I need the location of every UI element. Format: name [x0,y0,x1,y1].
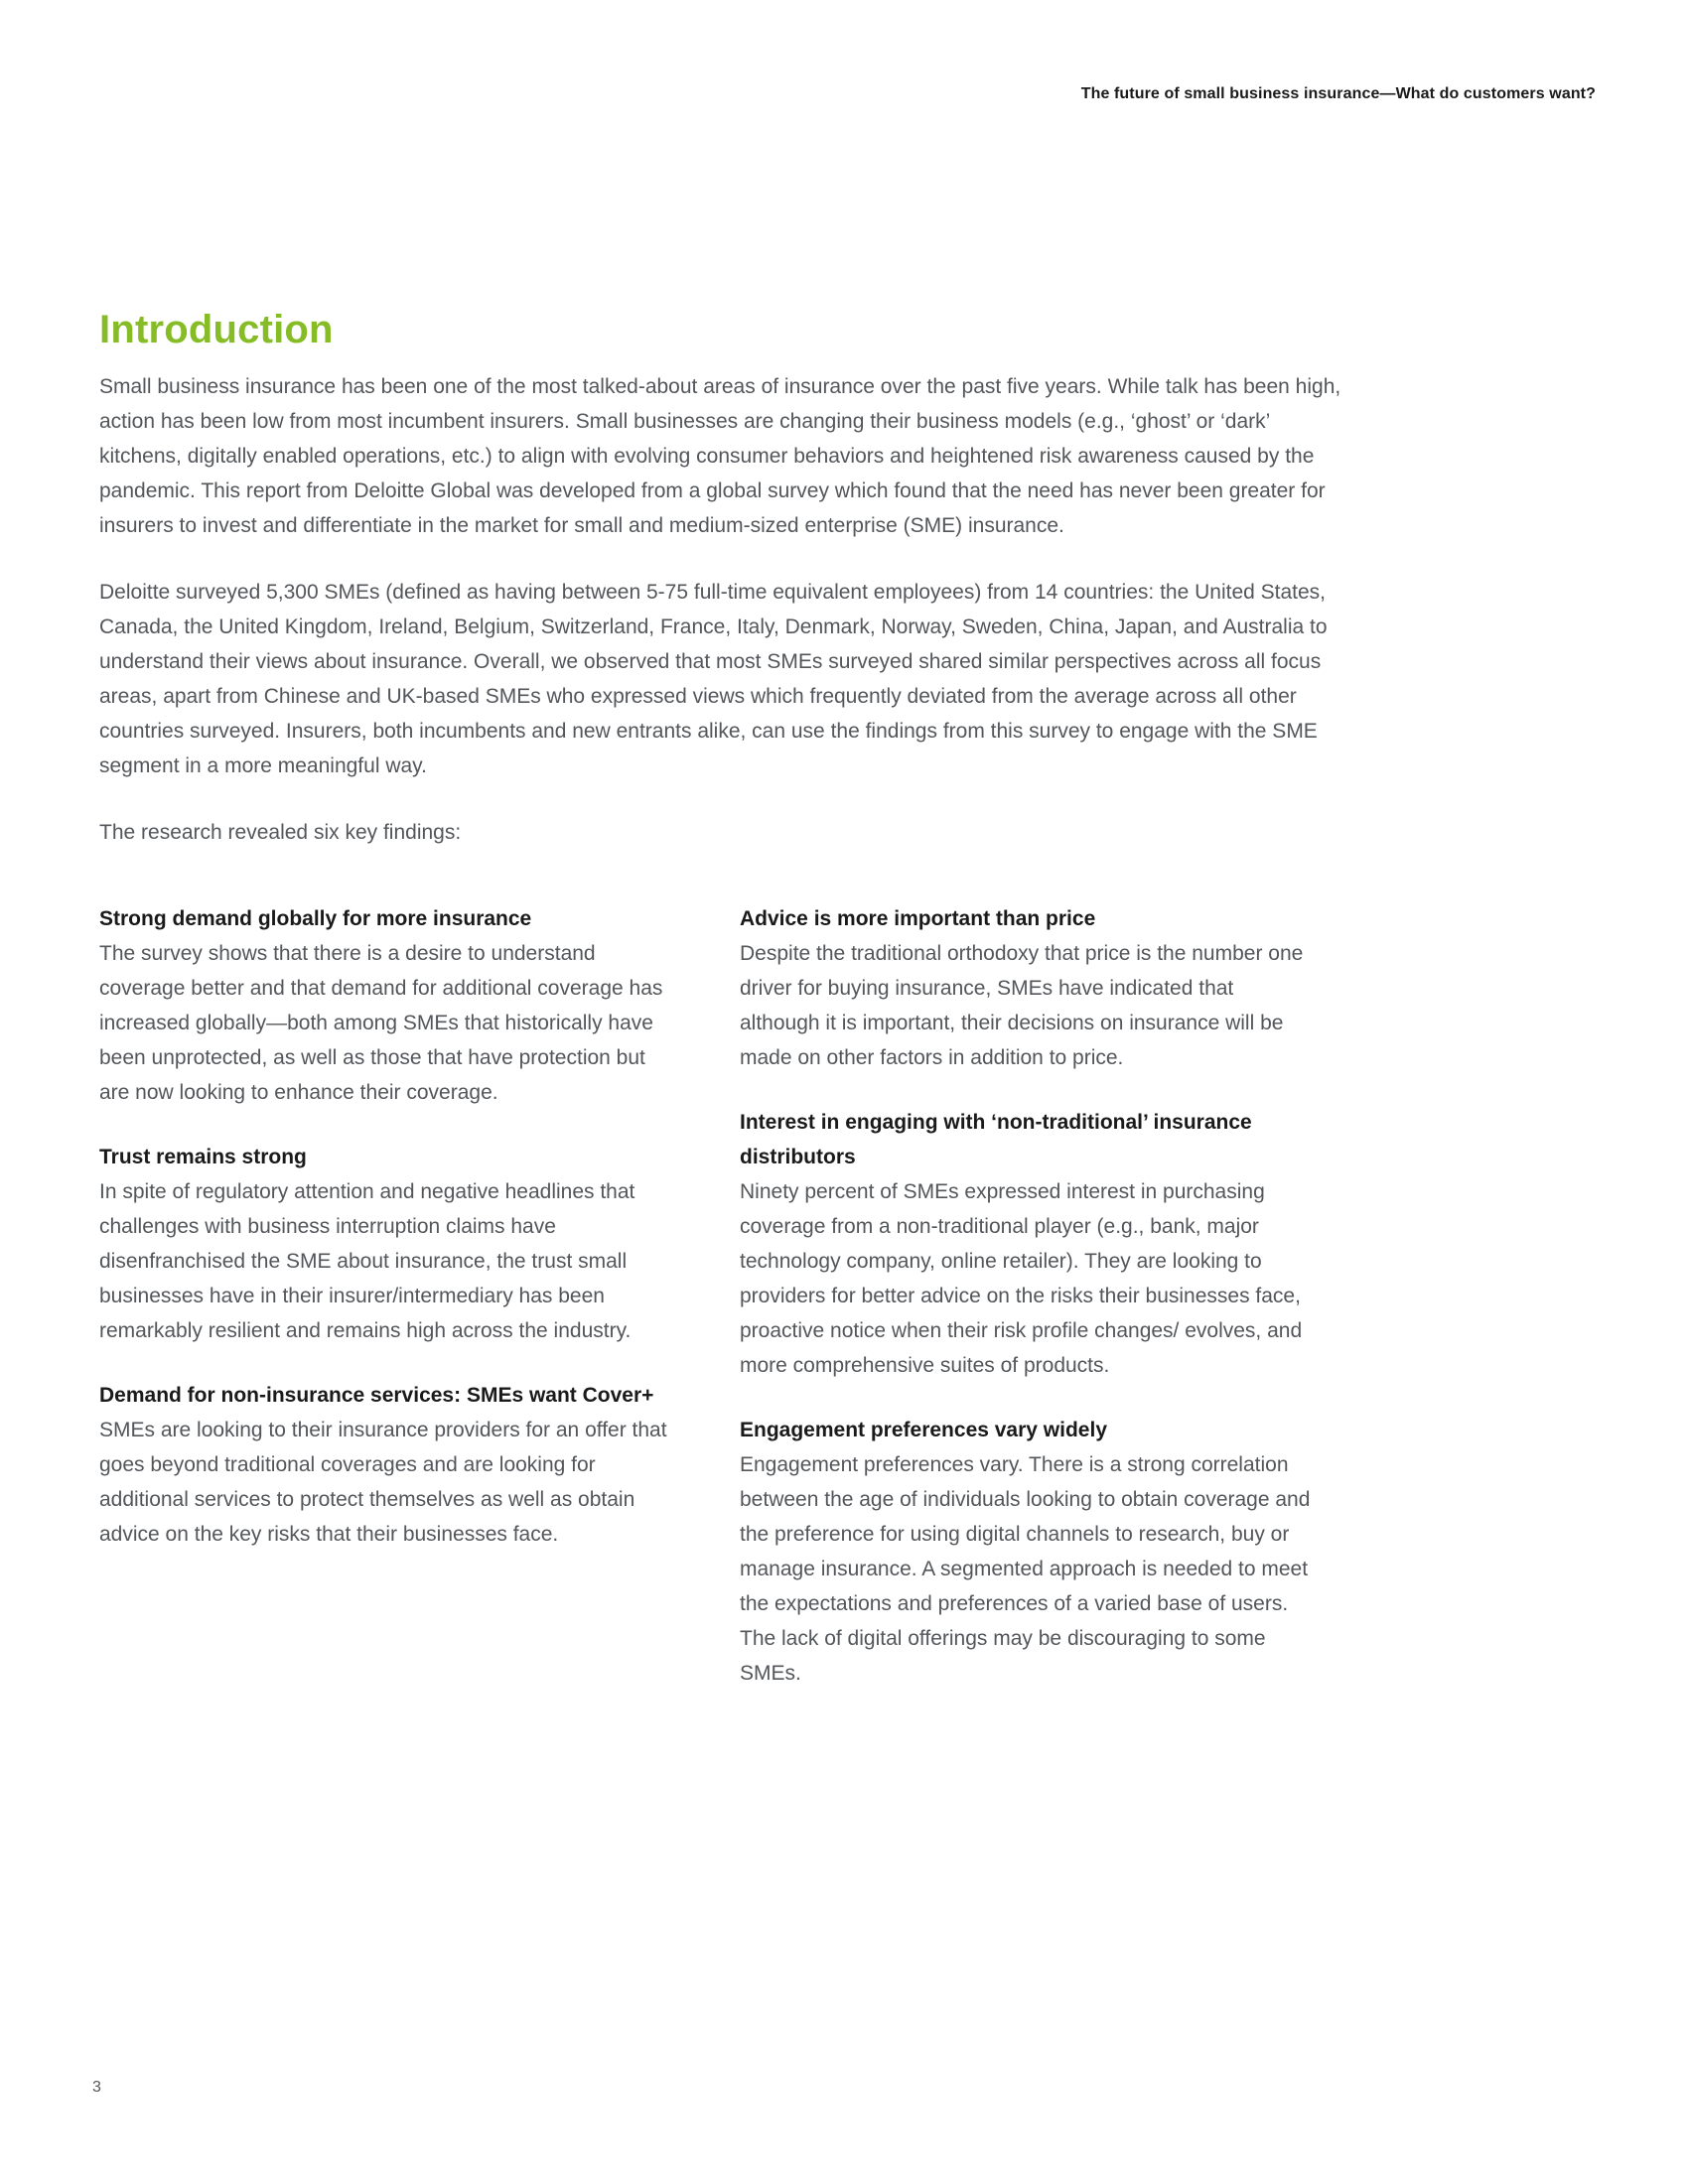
running-header: The future of small business insurance—What do customers want? [1080,85,1596,102]
finding-strong-demand [99,901,670,1110]
finding-body: Engagement preferences vary. There is a strong correlation between the age of individuals looking to obtain coverage and the preference for using digital channels to research, buy or manage insurance. A segmented approach is needed to meet the expectations and preferences of a varied base of users. The lack of digital offerings may be discouraging to some SMEs. [740,1453,1311,1685]
finding-advice-over-price [740,901,1311,1075]
intro-paragraph-2: Deloitte surveyed 5,300 SMEs (defined as having between 5-75 full-time equivalent employees) from 14 countries: the United States, Canada, the United Kingdom, Ireland, Belgium, Switzerland, France, Italy, Denmark, Norway, Sweden, China, Japan, and Australia to understand their views about insurance. Overall, we observed that most SMEs surveyed shared similar perspectives across all focus areas, apart from Chinese and UK-based SMEs who expressed views which frequently deviated from the average across all other countries surveyed. Insurers, both incumbents and new entrants alike, can use the findings from this survey to engage with the SME segment in a more meaningful way. [99,581,1328,777]
finding-body: Ninety percent of SMEs expressed interest in purchasing coverage from a non-traditional player (e.g., bank, major technology company, online retailer). They are looking to providers for better advice on the risks their businesses face, proactive notice when their risk profile changes/ evolves, and more comprehensive suites of products. [740,1180,1303,1377]
finding-body: The survey shows that there is a desire to understand coverage better and that demand for additional coverage has increased globally—both among SMEs that historically have been unprotected, as well as those that have protection but are now looking to enhance their coverage. [99,942,663,1104]
finding-heading: Advice is more important than price [740,907,1096,930]
finding-non-insurance-services [99,1378,670,1552]
intro-paragraph-1: Small business insurance has been one of the most talked-about areas of insurance over the past five years. While talk has been high, action has been low from most incumbent insurers. Small businesses are changing their business models (e.g., ‘ghost’ or ‘dark’ kitchens, digitally enabled operations, etc.) to align with evolving consumer behaviors and heightened risk awareness caused by the pandemic. This report from Deloitte Global was developed from a global survey which found that the need has never been greater for insurers to invest and differentiate in the market for small and medium-sized enterprise (SME) insurance. [99,375,1341,537]
intro-paragraphs [99,369,1342,850]
finding-heading: Trust remains strong [99,1146,307,1168]
findings-right-column [740,901,1311,1691]
finding-body: SMEs are looking to their insurance providers for an offer that goes beyond traditional coverages and are looking for additional services to protect themselves as well as obtain advice on the key risks that their businesses face. [99,1419,667,1546]
finding-heading: Interest in engaging with ‘non-traditional’ insurance distributors [740,1111,1252,1168]
findings-left-column [99,901,670,1691]
finding-body: In spite of regulatory attention and negative headlines that challenges with business interruption claims have disenfranchised the SME about insurance, the trust small businesses have in their insurer/intermediary has been remarkably resilient and remains high across the industry. [99,1180,635,1342]
page-title: Introduction [99,307,334,351]
intro-paragraph-3: The research revealed six key findings: [99,821,462,844]
finding-trust-remains-strong [99,1140,670,1348]
finding-heading: Strong demand globally for more insurance [99,907,532,930]
finding-heading: Engagement preferences vary widely [740,1419,1107,1441]
page-number: 3 [92,2079,101,2096]
finding-non-traditional-distributors [740,1105,1311,1383]
finding-heading: Demand for non-insurance services: SMEs want Cover+ [99,1384,654,1407]
finding-engagement-preferences [740,1413,1311,1691]
key-findings [99,901,1311,1691]
finding-body: Despite the traditional orthodoxy that price is the number one driver for buying insurance, SMEs have indicated that although it is important, their decisions on insurance will be made on other factors in addition to price. [740,942,1304,1069]
